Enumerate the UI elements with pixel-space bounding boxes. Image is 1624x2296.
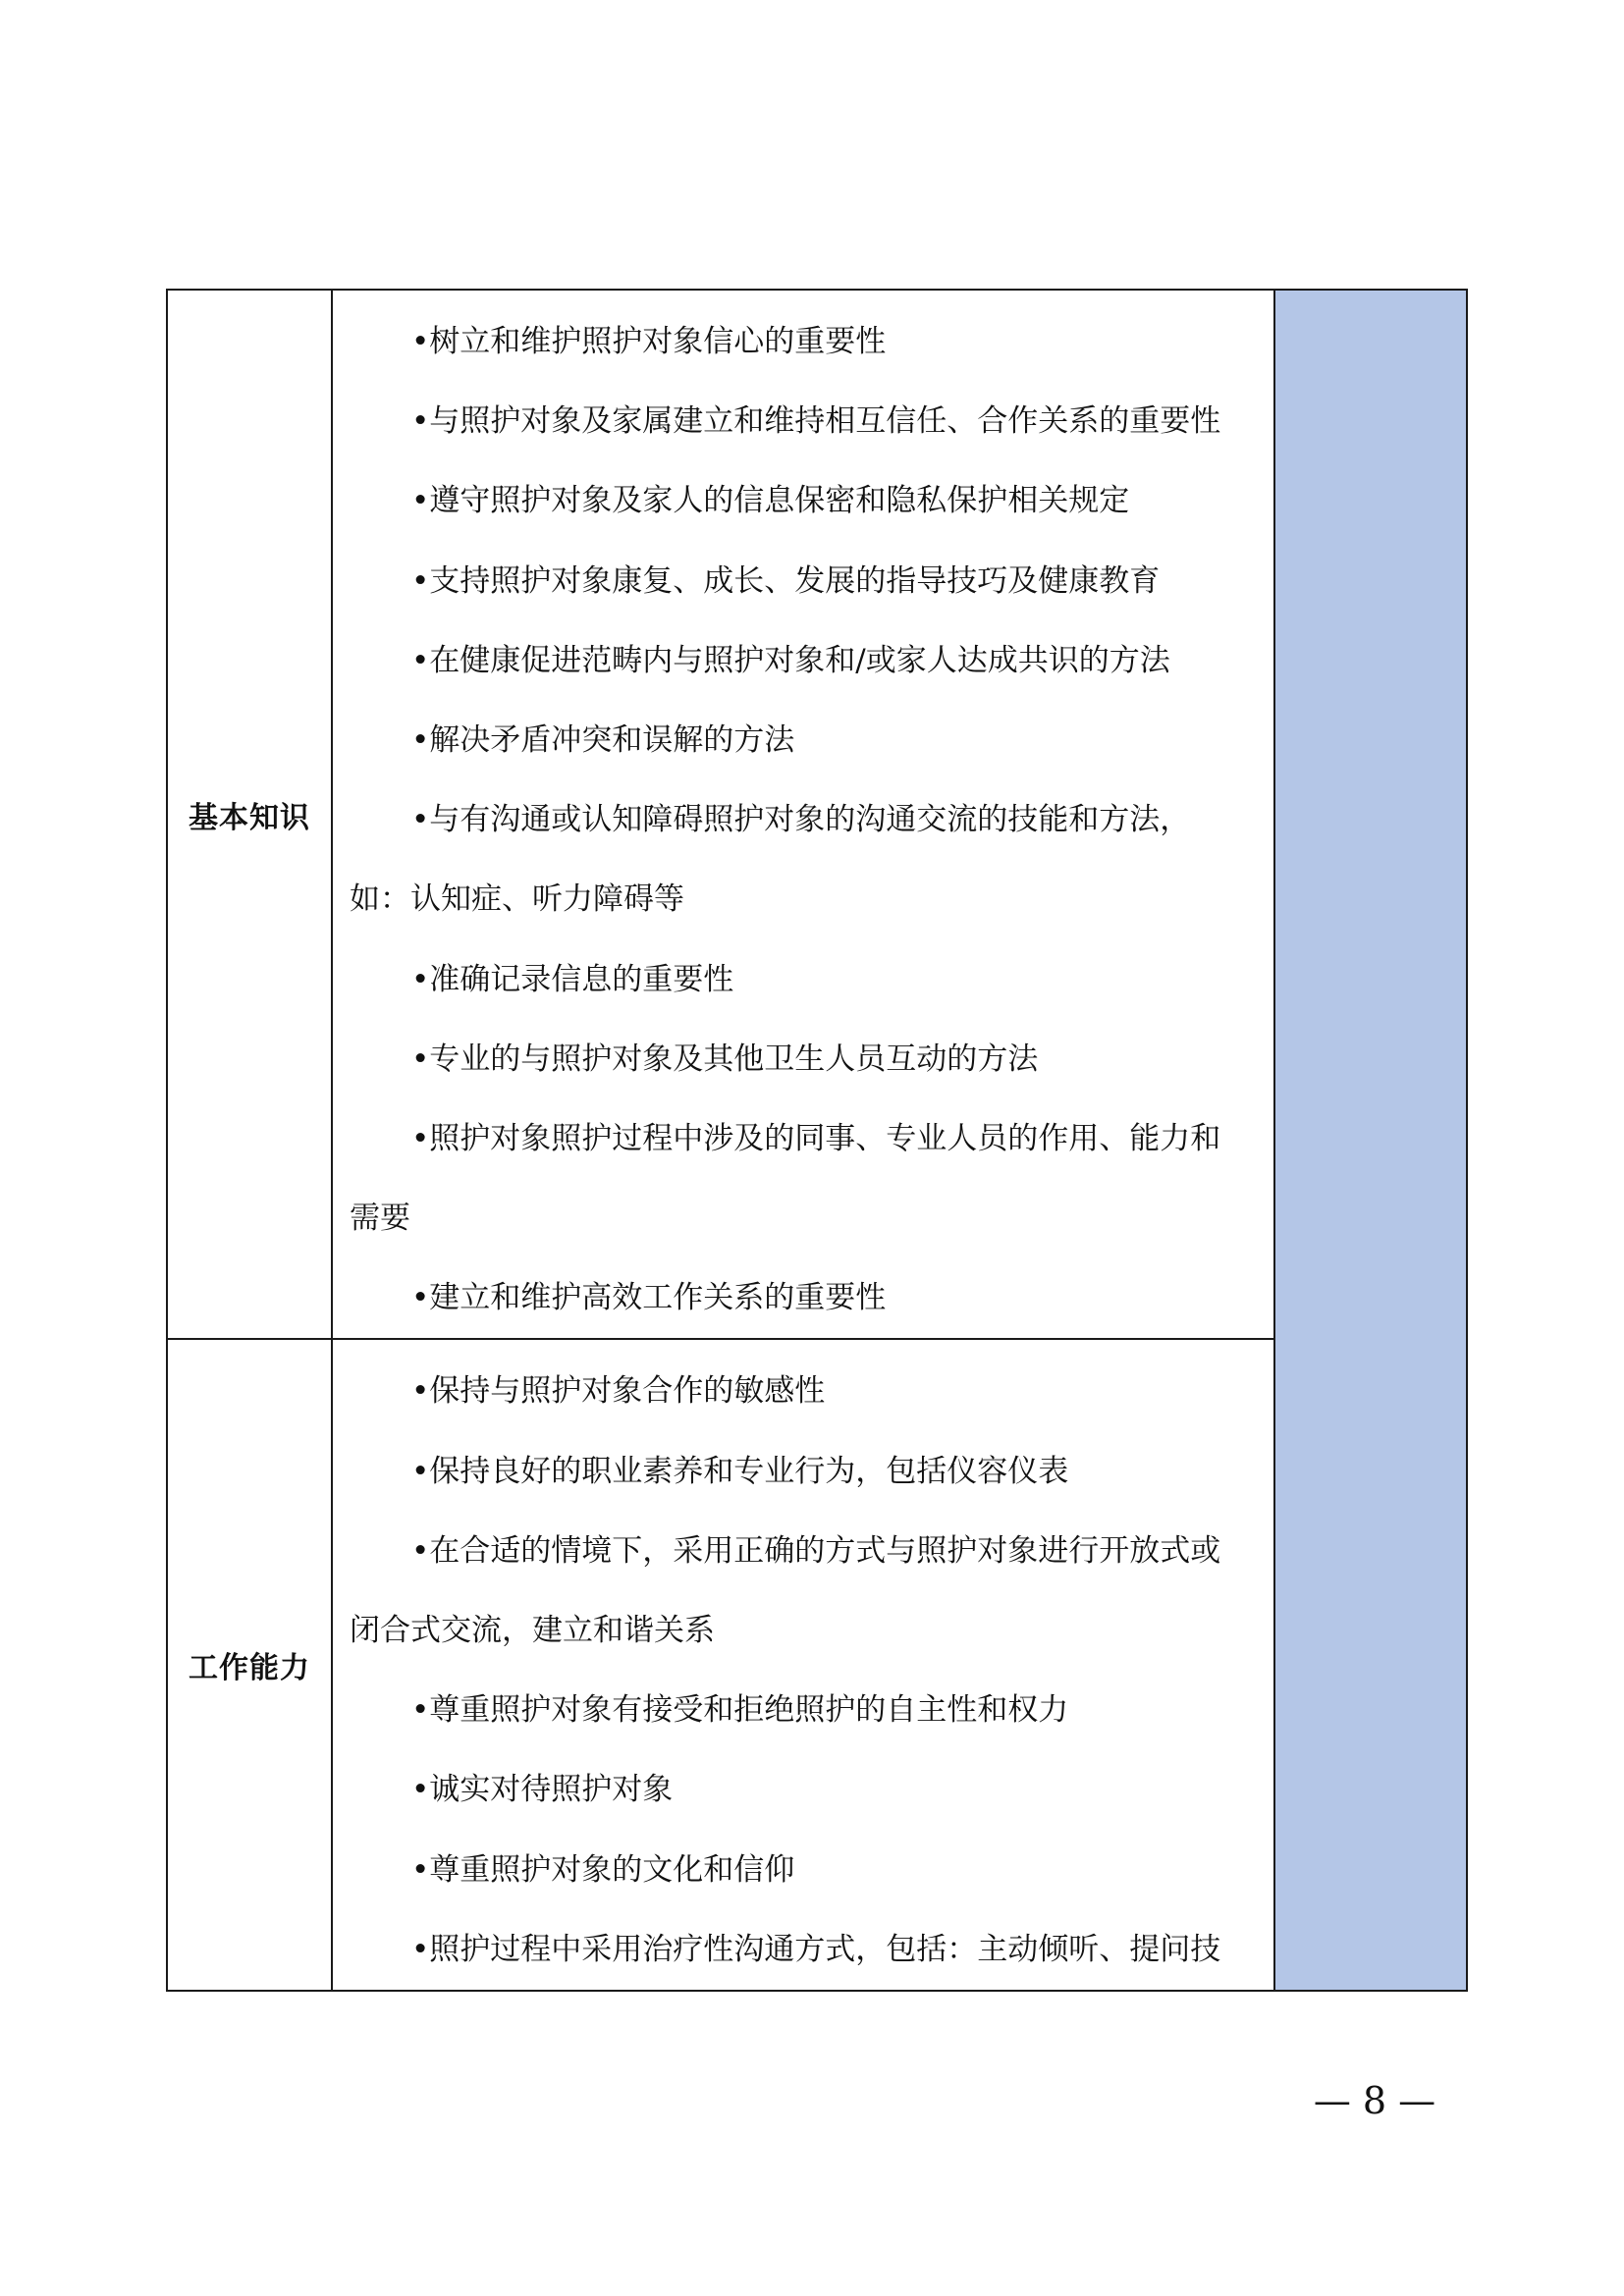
bullet-item: •与有沟通或认知障碍照护对象的沟通交流的技能和方法， — [411, 802, 1191, 838]
bullet-continuation: 闭合式交流，建立和谐关系 — [350, 1613, 715, 1648]
table-row-basic-knowledge — [167, 290, 1467, 1339]
bullet-item: •遵守照护对象及家人的信息保密和隐私保护相关规定 — [411, 483, 1130, 519]
bullet-item: •保持与照护对象合作的敏感性 — [411, 1373, 826, 1410]
competency-table — [166, 289, 1468, 1992]
bullet-item: •树立和维护照护对象信心的重要性 — [411, 324, 887, 359]
bullet-item: •建立和维护高效工作关系的重要性 — [411, 1280, 887, 1316]
row-label-work-ability: 工作能力 — [167, 1339, 332, 1991]
bullet-item: •照护过程中采用治疗性沟通方式，包括：主动倾听、提问技 — [411, 1931, 1221, 1967]
bullet-item: •与照护对象及家属建立和维持相互信任、合作关系的重要性 — [411, 403, 1221, 440]
side-shaded-column — [1274, 290, 1467, 1991]
bullet-item: •专业的与照护对象及其他卫生人员互动的方法 — [411, 1041, 1039, 1077]
bullet-item: •尊重照护对象的文化和信仰 — [411, 1851, 795, 1888]
bullet-continuation: 如：认知症、听力障碍等 — [350, 881, 684, 918]
bullet-item: •尊重照护对象有接受和拒绝照护的自主性和权力 — [411, 1692, 1069, 1729]
row-content-basic-knowledge — [332, 290, 1274, 1339]
bullet-item: •在健康促进范畴内与照护对象和/或家人达成共识的方法 — [411, 642, 1170, 678]
bullet-continuation: 需要 — [350, 1201, 410, 1237]
bullet-item: •准确记录信息的重要性 — [411, 961, 734, 997]
bullet-item: •照护对象照护过程中涉及的同事、专业人员的作用、能力和 — [411, 1120, 1221, 1156]
bullet-item: •解决矛盾冲突和误解的方法 — [411, 721, 795, 758]
row-content-work-ability — [332, 1339, 1274, 1991]
bullet-item: •保持良好的职业素养和专业行为，包括仪容仪表 — [411, 1453, 1069, 1489]
page-number: — 8 — — [1313, 2079, 1436, 2122]
row-label-basic-knowledge: 基本知识 — [167, 290, 332, 1339]
table-row-work-ability — [167, 1339, 1467, 1991]
bullet-item: •支持照护对象康复、成长、发展的指导技巧及健康教育 — [411, 562, 1161, 599]
bullet-item: •诚实对待照护对象 — [411, 1772, 674, 1808]
bullet-item: •在合适的情境下，采用正确的方式与照护对象进行开放式或 — [411, 1532, 1221, 1569]
